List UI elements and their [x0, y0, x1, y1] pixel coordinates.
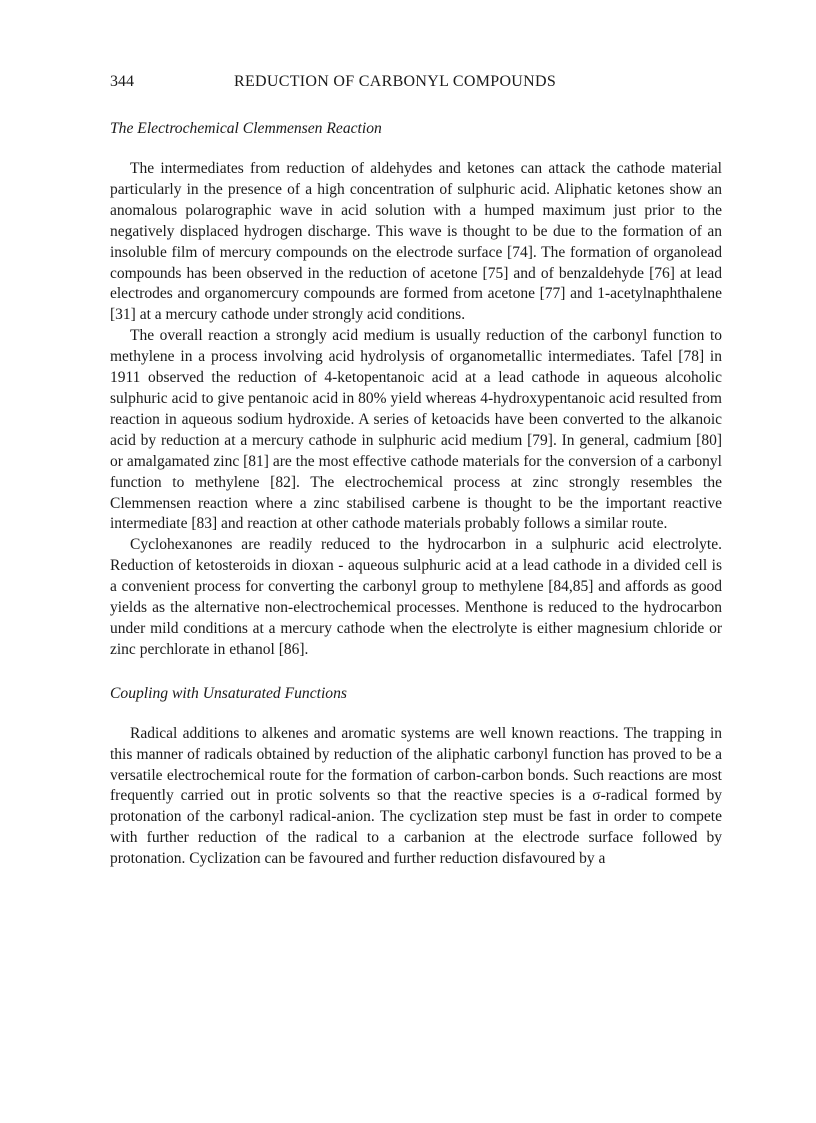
section-heading: Coupling with Unsaturated Functions	[110, 684, 347, 702]
section-coupling	[110, 683, 722, 870]
paragraph: Cyclohexanones are readily reduced to the hydrocarbon in a sulphuric acid electrolyte. Reduction of ketosteroids in dioxan - aqueous sulphuric acid at a lead cathode in a divided cell is a convenient process for converting the carbonyl group to methylene [84,85] and affords as good yields as the alternative non-electrochemical processes. Menthone is reduced to the hydrocarbon under mild conditions at a mercury cathode when the electrolyte is either magnesium chloride or zinc perchlorate in ethanol [86].	[110, 536, 722, 658]
paragraph: Radical additions to alkenes and aromatic systems are well known reactions. The trapping in this manner of radicals obtained by reduction of the aliphatic carbonyl function has proved to be a versatile electrochemical route for the formation of carbon-carbon bonds. Such reactions are most frequently carried out in protic solvents so that the reactive species is a σ-radical formed by protonation of the carbonyl radical-anion. The cyclization step must be fast in order to compete with further reduction of the radical to a carbanion at the electrode surface followed by protonation. Cyclization can be favoured and further reduction disfavoured by a	[110, 724, 722, 868]
document-page	[110, 72, 722, 870]
section-heading: The Electrochemical Clemmensen Reaction	[110, 120, 382, 137]
page-number: 344	[110, 73, 134, 90]
running-header	[110, 72, 722, 98]
section-clemmensen	[110, 118, 722, 661]
paragraph: The overall reaction a strongly acid medium is usually reduction of the carbonyl function to methylene in a process involving acid hydrolysis of organometallic intermediates. Tafel [78] in 1911 observed the reduction of 4-ketopentanoic acid at a lead cathode in aqueous alcoholic sulphuric acid to give pentanoic acid in 80% yield whereas 4-hydroxypentanoic acid resulted from reaction in aqueous sodium hydroxide. A series of ketoacids have been converted to the alkanoic acid by reduction at a mercury cathode in sulphuric acid medium [79]. In general, cadmium [80] or amalgamated zinc [81] are the most effective cathode materials for the conversion of a carbonyl function to methylene [82]. The electrochemical process at zinc strongly resembles the Clemmensen reaction where a zinc stabilised carbene is thought to be the important reactive intermediate [83] and reaction at other cathode materials probably follows a similar route.	[110, 327, 722, 533]
paragraph: The intermediates from reduction of aldehydes and ketones can attack the cathode material particularly in the presence of a high concentration of sulphuric acid. Aliphatic ketones show an anomalous polarographic wave in acid solution with a humped maximum just prior to the negatively displaced hydrogen discharge. This wave is thought to be due to the formation of an insoluble film of mercury compounds on the electrode surface [74]. The formation of organolead compounds has been observed in the reduction of acetone [75] and of benzaldehyde [76] at lead electrodes and organomercury compounds are formed from acetone [77] and 1-acetylnaphthalene [31] at a mercury cathode under strongly acid conditions.	[110, 160, 722, 324]
running-title: REDUCTION OF CARBONYL COMPOUNDS	[234, 73, 557, 90]
